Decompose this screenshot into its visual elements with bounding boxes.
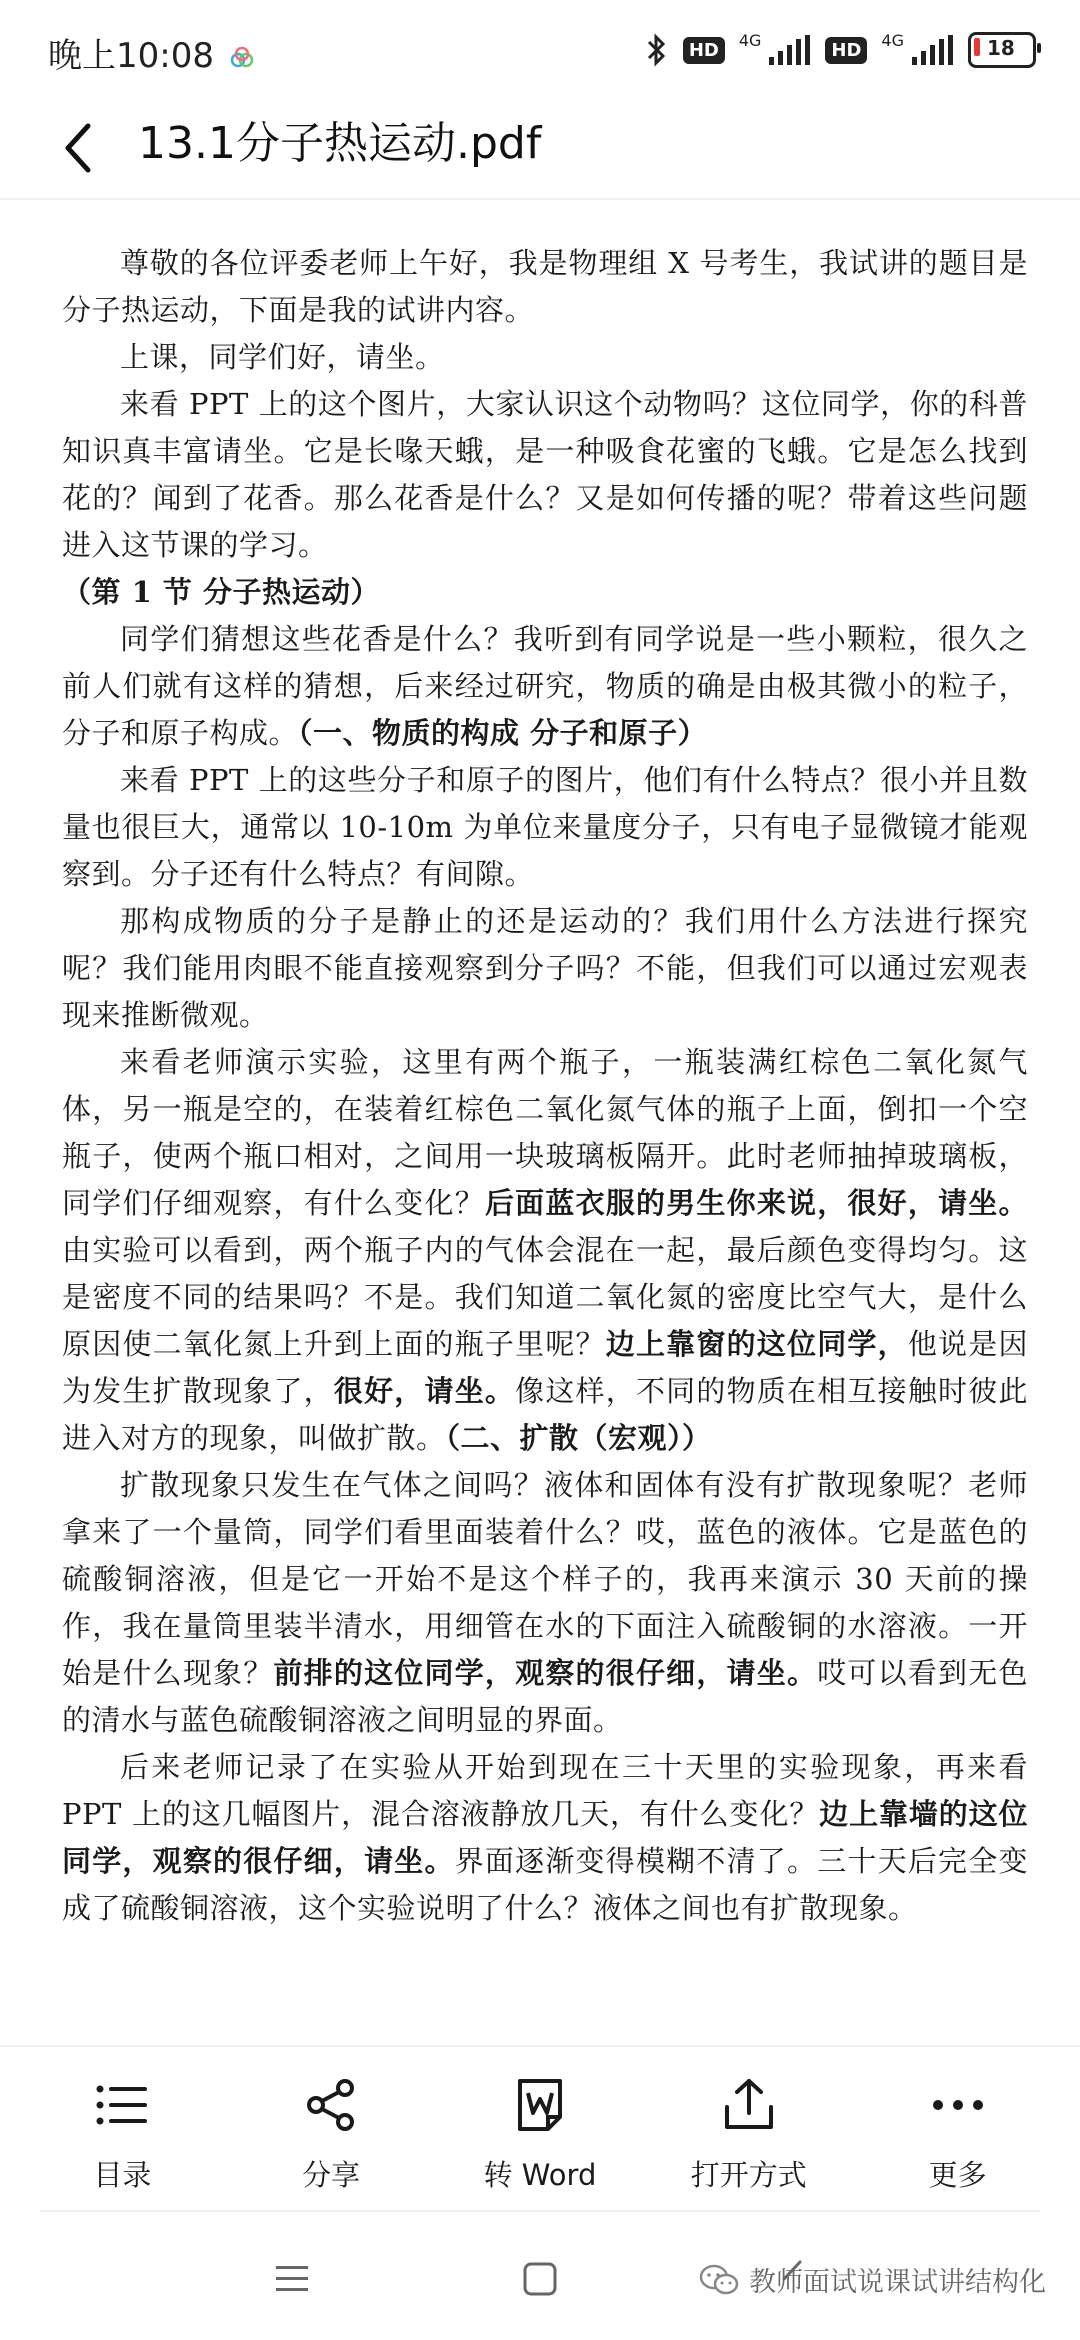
cloud-sync-icon xyxy=(229,45,255,71)
list-icon xyxy=(92,2075,152,2135)
open-with-button[interactable] xyxy=(659,2075,839,2194)
recent-apps-button[interactable] xyxy=(268,2254,318,2304)
battery-level xyxy=(974,38,980,56)
hd-badge: HD xyxy=(683,37,725,64)
watermark xyxy=(699,2260,1046,2299)
bold-text: 边上靠墙的这位同学，观察的很仔细，请坐。 xyxy=(62,1797,1028,1878)
hd-badge-2: HD xyxy=(825,37,867,64)
share-label: 分享 xyxy=(302,2158,361,2192)
signal-icon-2 xyxy=(910,35,954,65)
more-button[interactable] xyxy=(868,2075,1048,2194)
home-square-icon xyxy=(515,2254,565,2304)
section-heading-text: （第 1 节 分子热运动） xyxy=(62,575,380,609)
section-heading xyxy=(62,569,1028,616)
bold-text: 前排的这位同学，观察的很仔细，请坐。 xyxy=(273,1656,818,1690)
bluetooth-icon xyxy=(645,32,669,68)
pdf-page-content xyxy=(62,240,1028,1932)
chevron-left-icon xyxy=(52,116,112,180)
upload-icon xyxy=(719,2075,779,2135)
paragraph-text: 界面逐渐变得模糊不清了。三十天后完全变成了硫酸铜溶液，这个实验说明了什么？液体之间也有扩散现象。 xyxy=(62,1844,1028,1925)
paragraph: 上课，同学们好，请坐。 xyxy=(120,340,445,374)
home-button[interactable] xyxy=(515,2254,565,2304)
paragraph-text: 他说是因为发生扩散现象了， xyxy=(62,1327,1028,1408)
paragraph: 来看 PPT 上的这个图片，大家认识这个动物吗？这位同学，你的科普知识真丰富请坐。它是长喙天蛾，是一种吸食花蜜的飞蛾。它是怎么找到花的？闻到了花香。那么花香是什么？又是如何传播的呢？带着这些问题进入这节课的学习。 xyxy=(62,387,1028,562)
paragraph: 尊敬的各位评委老师上午好，我是物理组 X 号考生，我试讲的题目是分子热运动，下面是我的试讲内容。 xyxy=(62,246,1028,327)
paragraph-text: 由实验可以看到，两个瓶子内的气体会混在一起，最后颜色变得均匀。这是密度不同的结果吗？不是。我们知道二氧化氮的密度比空气大，是什么原因使二氧化氮上升到上面的瓶子里呢？ xyxy=(62,1233,1028,1361)
paragraph-text: 像这样，不同的物质在相互接触时彼此进入对方的现象，叫做扩散。 xyxy=(62,1374,1028,1455)
paragraph-text: 后来老师记录了在实验从开始到现在三十天里的实验现象，再来看 PPT 上的这几幅图片，混合溶液静放几天，有什么变化？ xyxy=(62,1750,1028,1831)
status-icons xyxy=(645,28,1036,72)
status-bar xyxy=(0,0,1080,100)
share-icon xyxy=(301,2075,361,2135)
bottom-toolbar xyxy=(0,2045,1080,2222)
battery-percent: 18 xyxy=(987,36,1015,60)
bold-text: 后面蓝衣服的男生你来说，很好，请坐。 xyxy=(484,1186,1028,1220)
network-type-2: 4G xyxy=(881,30,904,50)
bold-text: （一、物质的构成 分子和原子） xyxy=(298,716,708,750)
back-button[interactable] xyxy=(52,116,112,180)
paragraph xyxy=(62,1462,1028,1744)
battery-icon xyxy=(968,32,1036,68)
more-dots-icon xyxy=(928,2075,988,2135)
signal-icon xyxy=(767,35,811,65)
paragraph xyxy=(62,1039,1028,1462)
contents-label: 目录 xyxy=(93,2158,152,2192)
wechat-icon xyxy=(699,2263,739,2297)
bold-text: （二、扩散（宏观）） xyxy=(445,1421,712,1455)
paragraph-text: 扩散现象只发生在气体之间吗？液体和固体有没有扩散现象呢？老师拿来了一个量筒，同学们看里面装着什么？哎，蓝色的液体。它是蓝色的硫酸铜溶液，但是它一开始不是这个样子的，我再来演示 30 天前的操作，我在量筒里装半清水，用细管在水的下面注入硫酸铜的水溶液。一开始是什么现象？ xyxy=(62,1468,1028,1690)
network-type: 4G xyxy=(738,30,762,50)
paragraph xyxy=(62,616,1028,757)
share-button[interactable] xyxy=(241,2075,421,2194)
menu-icon xyxy=(268,2254,318,2304)
more-label: 更多 xyxy=(928,2158,987,2192)
system-nav-bar xyxy=(0,2220,1080,2340)
paragraph-text: 哎可以看到无色的清水与蓝色硫酸铜溶液之间明显的界面。 xyxy=(62,1656,1028,1737)
paragraph-text: 同学们猜想这些花香是什么？我听到有同学说是一些小颗粒，很久之前人们就有这样的猜想，后来经过研究，物质的确是由极其微小的粒子，分子和原子构成。 xyxy=(62,622,1028,750)
bold-text: 很好，请坐。 xyxy=(333,1374,516,1408)
divider xyxy=(40,2210,1040,2212)
convert-to-word-label: 转 Word xyxy=(483,2158,597,2192)
bold-text: 边上靠窗的这位同学， xyxy=(605,1327,908,1361)
app-header xyxy=(0,100,1080,200)
contents-button[interactable] xyxy=(32,2075,212,2194)
convert-to-word-button[interactable] xyxy=(450,2075,630,2194)
open-with-label: 打开方式 xyxy=(690,2158,807,2192)
paragraph: 来看 PPT 上的这些分子和原子的图片，他们有什么特点？很小并且数量也很巨大，通常以 10-10m 为单位来量度分子，只有电子显微镜才能观察到。分子还有什么特点？有间隙。 xyxy=(62,763,1028,891)
word-doc-icon xyxy=(510,2075,570,2135)
paragraph-text: 来看老师演示实验，这里有两个瓶子，一瓶装满红棕色二氧化氮气体，另一瓶是空的，在装着红棕色二氧化氮气体的瓶子上面，倒扣一个空瓶子，使两个瓶口相对，之间用一块玻璃板隔开。此时老师抽掉玻璃板，同学们仔细观察，有什么变化？ xyxy=(62,1045,1028,1220)
paragraph: 那构成物质的分子是静止的还是运动的？我们用什么方法进行探究呢？我们能用肉眼不能直接观察到分子吗？不能，但我们可以通过宏观表现来推断微观。 xyxy=(62,904,1028,1032)
watermark-text: 教师面试说课试讲结构化 xyxy=(749,2267,1046,2298)
paragraph xyxy=(62,1744,1028,1932)
status-time: 晚上10:08 xyxy=(48,28,255,77)
document-title: 13.1分子热运动.pdf xyxy=(138,118,542,169)
